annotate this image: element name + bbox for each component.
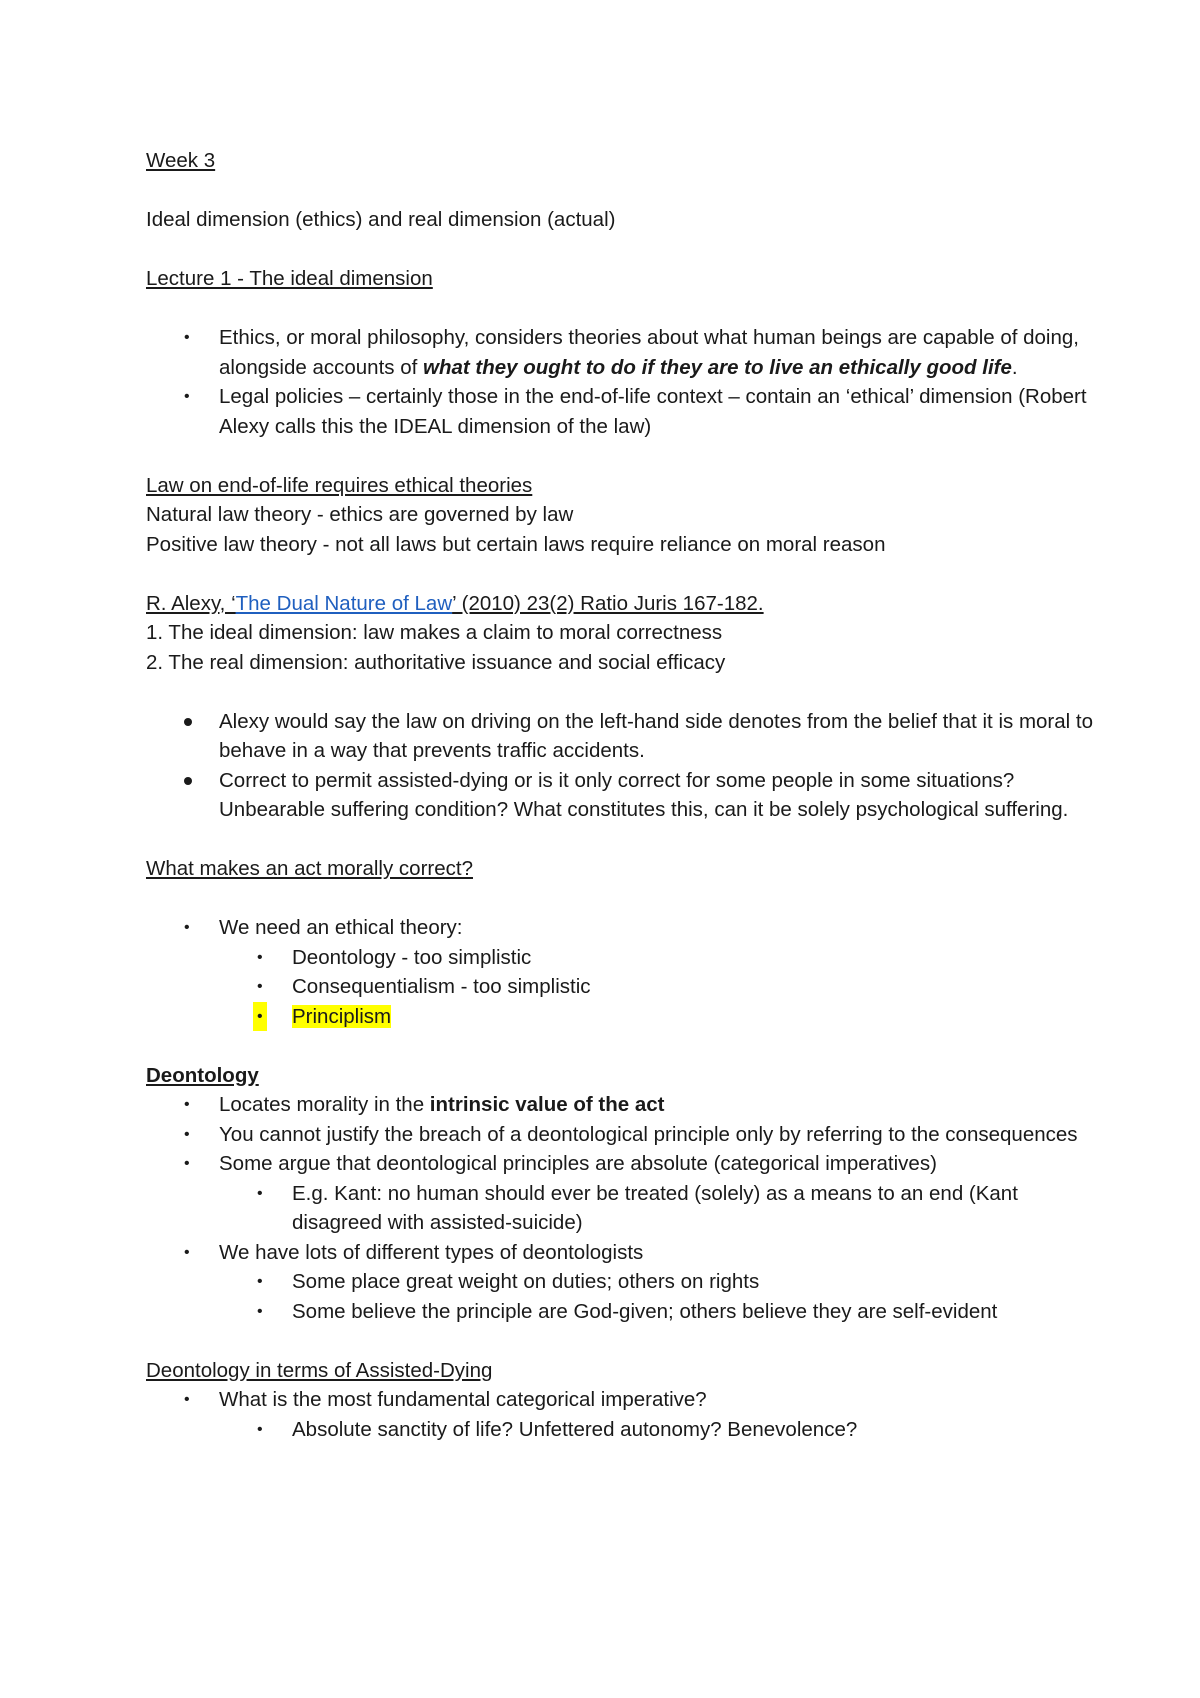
law-heading: Law on end-of-life requires ethical theories	[146, 473, 533, 497]
list-item: Alexy would say the law on driving on the left-hand side denotes from the belief that it is moral to behave in a way that prevents traffic accidents.	[146, 707, 1096, 766]
natural-law-line: Natural law theory - ethics are governed by law	[146, 503, 574, 526]
deontology-bullet-list	[146, 1090, 1096, 1326]
bullet-icon: •	[184, 388, 190, 405]
assisted-dying-heading: Deontology in terms of Assisted-Dying	[146, 1358, 493, 1382]
deontology-heading: Deontology	[146, 1063, 259, 1087]
bullet-icon: •	[257, 1420, 263, 1438]
bullet-icon: •	[184, 1243, 190, 1261]
subtitle: Ideal dimension (ethics) and real dimension (actual)	[146, 208, 616, 231]
document-page	[146, 146, 1096, 1444]
list-item: • Locates morality in the intrinsic value of the act	[146, 1090, 1096, 1120]
bullet-icon: •	[184, 1155, 190, 1172]
ideal-dimension-line: 1. The ideal dimension: law makes a claim to moral correctness	[146, 621, 723, 644]
list-item: • E.g. Kant: no human should ever be treated (solely) as a means to an end (Kant disagreed with assisted-suicide)	[146, 1179, 1096, 1238]
list-item: • We need an ethical theory:	[146, 913, 1096, 943]
lecture-bullet-list	[146, 323, 1096, 441]
list-item: • Absolute sanctity of life? Unfettered autonomy? Benevolence?	[146, 1415, 1096, 1445]
real-dimension-line: 2. The real dimension: authoritative issuance and social efficacy	[146, 650, 726, 674]
bullet-dot-icon	[184, 718, 192, 726]
list-item: • Legal policies – certainly those in the end-of-life context – contain an ‘ethical’ dimension (Robert Alexy calls this the IDEAL dimension of the law)	[146, 382, 1096, 441]
list-item: • Consequentialism - too simplistic	[146, 972, 1096, 1002]
list-item: • We have lots of different types of deontologists	[146, 1238, 1096, 1268]
lecture-heading: Lecture 1 - The ideal dimension	[146, 267, 433, 290]
list-item: Correct to permit assisted-dying or is it only correct for some people in some situations? Unbearable suffering condition? What constitutes this, can it be solely psychological suffering.	[146, 766, 1096, 825]
list-item: • What is the most fundamental categorical imperative?	[146, 1385, 1096, 1415]
highlighted-text: Principlism	[292, 1004, 392, 1028]
bullet-icon: •	[257, 1302, 263, 1320]
emphasis-text: what they ought to do if they are to live an ethically good life	[423, 355, 1012, 379]
list-item: • You cannot justify the breach of a deontological principle only by referring to the consequences	[146, 1120, 1096, 1150]
list-item: • Deontology - too simplistic	[146, 943, 1096, 973]
moral-bullet-list	[146, 913, 1096, 1031]
page-title: Week 3	[146, 149, 216, 172]
bullet-icon: •	[184, 329, 190, 346]
bullet-icon: •	[184, 1391, 190, 1408]
bold-text: intrinsic value of the act	[429, 1093, 665, 1116]
bullet-dot-icon	[184, 777, 192, 785]
bullet-icon: •	[257, 948, 263, 966]
bullet-icon: •	[257, 1273, 263, 1290]
bullet-icon: •	[184, 919, 190, 936]
citation-link[interactable]: The Dual Nature of Law	[235, 591, 453, 615]
positive-law-line: Positive law theory - not all laws but certain laws require reliance on moral reason	[146, 532, 886, 556]
list-item-highlighted	[146, 1002, 1096, 1032]
list-item: • Ethics, or moral philosophy, considers theories about what human beings are capable of doing, alongside accounts of what they ought to do if they are to live an ethically good life.	[146, 323, 1096, 382]
bullet-icon: •	[257, 1184, 263, 1202]
list-item: • Some place great weight on duties; others on rights	[146, 1267, 1096, 1297]
bullet-icon: •	[184, 1125, 190, 1143]
bullet-icon: •	[257, 978, 263, 995]
bullet-icon: •	[253, 1002, 267, 1032]
moral-heading: What makes an act morally correct?	[146, 857, 473, 880]
bullet-icon: •	[184, 1096, 190, 1113]
citation: R. Alexy, ‘The Dual Nature of Law’ (2010) 23(2) Ratio Juris 167-182.	[146, 591, 764, 615]
list-item: • Some argue that deontological principles are absolute (categorical imperatives)	[146, 1149, 1096, 1179]
assisted-dying-bullet-list	[146, 1385, 1096, 1444]
alexy-bullet-list	[146, 707, 1096, 825]
list-item: • Some believe the principle are God-given; others believe they are self-evident	[146, 1297, 1096, 1327]
